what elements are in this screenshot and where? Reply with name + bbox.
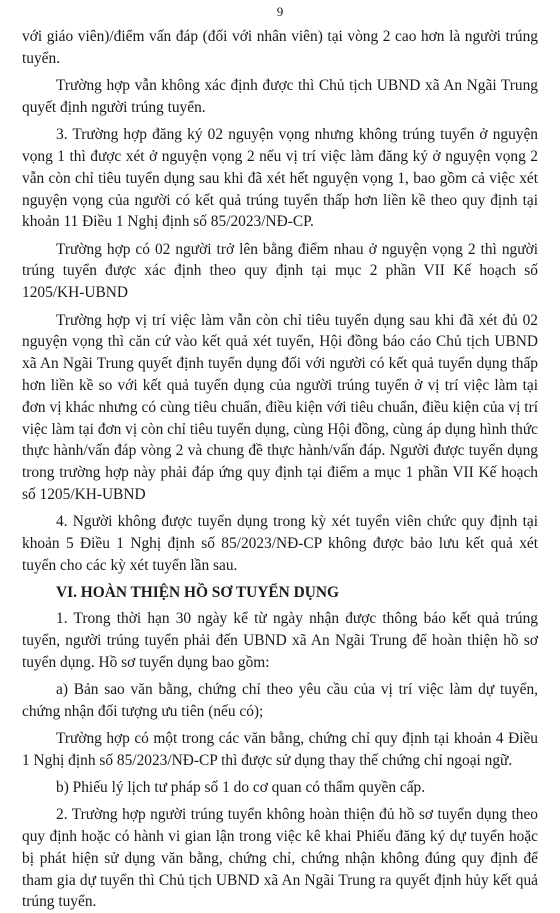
paragraph: Trường hợp vẫn không xác định được thì Chủ tịch UBND xã An Ngãi Trung quyết định người trúng tuyển. [22, 77, 538, 116]
paragraph: Trường hợp có 02 người trở lên bằng điểm nhau ở nguyện vọng 2 thì người trúng tuyển được xác định theo quy định tại mục 2 phần VII Kế hoạch số 1205/KH-UBND [22, 240, 538, 302]
paragraph-item-1: 1. Trong thời hạn 30 ngày kể từ ngày nhận được thông báo kết quả trúng tuyển, người trúng tuyển phải đến UBND xã An Ngãi Trung để hoàn thiện hồ sơ tuyển dụng. Hồ sơ tuyển dụng bao gồm: [22, 609, 538, 671]
paragraph: Trường hợp vị trí việc làm vẫn còn chỉ tiêu tuyển dụng sau khi đã xét đủ 02 nguyện vọng thì căn cứ vào kết quả xét tuyển, Hội đồng báo cáo Chủ tịch UBND xã An Ngãi Trung quyết định tuyển dụng đối với người có kết quả tuyển dụng thấp hơn liền kề so với kết quả tuyển dụng của người trúng tuyển ở vị trí việc làm tại đơn vị khác nhưng có cùng tiêu chuẩn, điều kiện với tiêu chuẩn, điều kiện của vị trí việc làm tại đơn vị còn chỉ tiêu tuyển dụng, cùng Hội đồng, cùng áp dụng hình thức thực hành/vấn đáp vòng 2 và chung đề thực hành/vấn đáp. Người được tuyển dụng trong trường hợp này phải đáp ứng quy định tại điểm a mục 1 phần VII Kế hoạch số 1205/KH-UBND [22, 311, 538, 503]
paragraph-item-b: b) Phiếu lý lịch tư pháp số 1 do cơ quan có thẩm quyền cấp. [56, 779, 426, 796]
paragraph-continuation: với giáo viên)/điểm vấn đáp (đối với nhân viên) tại vòng 2 cao hơn là người trúng tuyển. [22, 28, 538, 67]
paragraph-item-2: 2. Trường hợp người trúng tuyển không hoàn thiện đủ hồ sơ tuyển dụng theo quy định hoặc có hành vi gian lận trong việc kê khai Phiếu đăng ký dự tuyển hoặc bị phát hiện sử dụng văn bằng, chứng chỉ, chứng nhận không đúng quy định để tham gia dự tuyển thì Chủ tịch UBND xã An Ngãi Trung ra quyết định hủy kết quả trúng tuyển. [22, 806, 538, 911]
paragraph-item-a: a) Bản sao văn bằng, chứng chỉ theo yêu cầu của vị trí việc làm dự tuyển, chứng nhận đối tượng ưu tiên (nếu có); [22, 680, 538, 720]
paragraph-item-3: 3. Trường hợp đăng ký 02 nguyện vọng nhưng không trúng tuyển ở nguyện vọng 1 thì được xét ở nguyện vọng 2 nếu vị trí việc làm đăng ký ở nguyện vọng 2 vẫn còn chỉ tiêu tuyển dụng sau khi đã xét hết nguyện vọng 1, bao gồm cả việc xét nguyện vọng của người có kết quả trúng tuyển thấp hơn liền kề theo quy định tại khoản 11 Điều 1 Nghị định số 85/2023/NĐ-CP. [22, 126, 538, 231]
page-number: 9 [276, 4, 284, 19]
section-heading: VI. HOÀN THIỆN HỒ SƠ TUYỂN DỤNG [56, 584, 339, 602]
paragraph: Trường hợp có một trong các văn bằng, chứng chỉ quy định tại khoản 4 Điều 1 Nghị định số 85/2023/NĐ-CP thì được sử dụng thay thế chứng chỉ ngoại ngữ. [22, 729, 538, 769]
paragraph-item-4: 4. Người không được tuyển dụng trong kỳ xét tuyển viên chức quy định tại khoản 5 Điều 1 Nghị định số 85/2023/NĐ-CP không được bảo lưu kết quả xét tuyển cho các kỳ xét tuyển lần sau. [22, 513, 538, 574]
